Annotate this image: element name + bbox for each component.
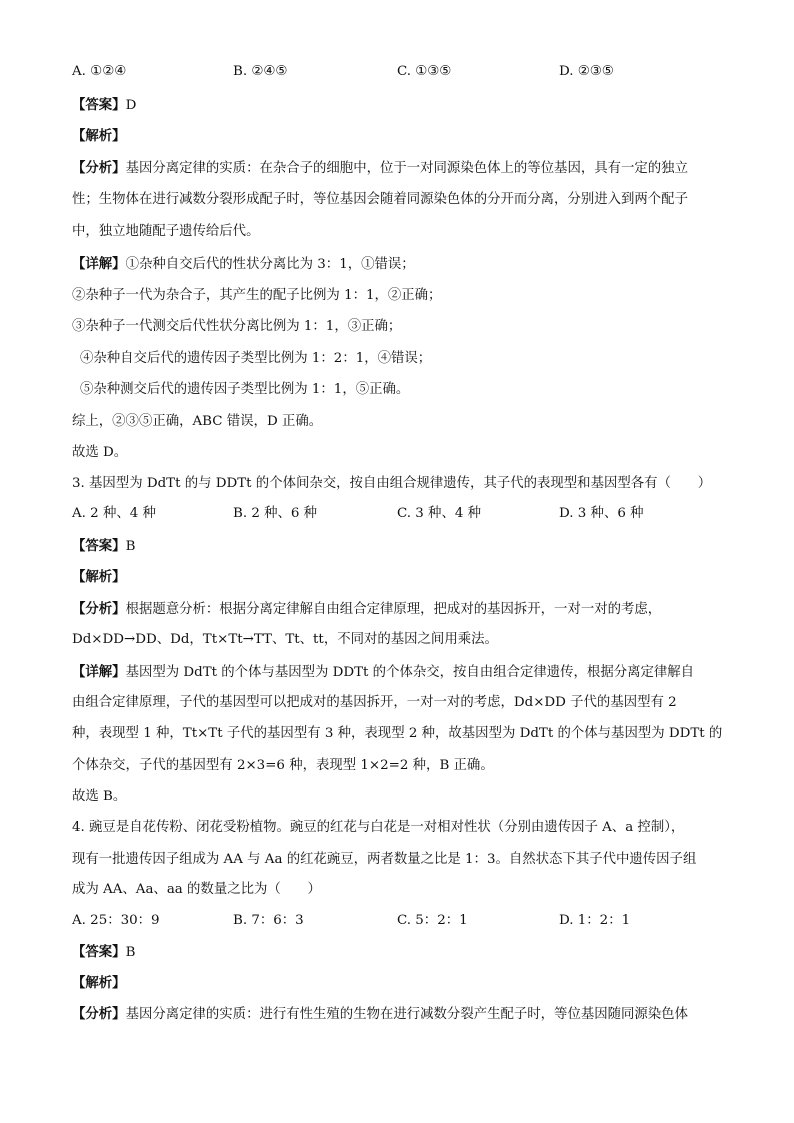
q3-analysis-line-2: Dd×DD→DD、Dd，Tt×Tt→TT、Tt、tt，不同对的基因之间用乘法。 <box>72 632 498 647</box>
q2-jiexi-heading: 【解析】 <box>72 128 126 144</box>
q2-detail-line-2: ②杂种子一代为杂合子，其产生的配子比例为 1：1，②正确； <box>72 288 442 303</box>
q3-analysis-line-1: 【分析】根据题意分析：根据分离定律解自由组合定律原理，把成对的基因拆开，一对一对的考虑， <box>72 601 662 617</box>
q2-detail-line-1: 【详解】①杂种自交后代的性状分离比为 3：1，①错误； <box>72 256 415 272</box>
q4-option-c: C. 5：2：1 <box>397 913 468 928</box>
q3-detail-line-1: 【详解】基因型为 DdTt 的个体与基因型为 DDTt 的个体杂交，按自由组合定律遗传，根据分离定律解自 <box>72 664 695 680</box>
detail-tag: 【详解】 <box>72 256 126 272</box>
q4-stem-line-1: 4. 豌豆是自花传粉、闭花受粉植物。豌豆的红花与白花是一对相对性状（分别由遗传因子 A、a 控制）， <box>72 820 685 835</box>
q3-option-b: B. 2 种、6 种 <box>233 506 318 521</box>
q4-option-b: B. 7：6：3 <box>233 913 304 928</box>
q3-option-c: C. 3 种、4 种 <box>397 506 482 521</box>
q2-conclusion: 综上，②③⑤正确，ABC 错误，D 正确。 <box>72 414 323 429</box>
analysis-tag: 【分析】 <box>72 601 126 617</box>
analysis-tag: 【分析】 <box>72 160 126 176</box>
q2-analysis-line-1: 【分析】基因分离定律的实质：在杂合子的细胞中，位于一对同源染色体上的等位基因，具有一定的独立 <box>72 160 688 176</box>
q2-answer <box>72 95 136 116</box>
q3-option-d: D. 3 种、6 种 <box>559 506 644 521</box>
q2-choice: 故选 D。 <box>72 445 128 460</box>
detail-tag: 【详解】 <box>72 664 126 680</box>
q2-option-d: D. ②③⑤ <box>559 64 614 79</box>
q3-stem: 3. 基因型为 DdTt 的与 DDTt 的个体间杂交，按自由组合规律遗传，其子代的表现型和基因型各有（ ） <box>72 476 712 491</box>
q4-answer <box>72 942 135 963</box>
q3-detail-line-4: 个体杂交，子代的基因型有 2×3=6 种，表现型 1×2=2 种，B 正确。 <box>72 758 494 773</box>
q2-detail-line-3: ③杂种子一代测交后代性状分离比例为 1：1，③正确； <box>72 319 402 334</box>
answer-value: D <box>125 98 137 113</box>
q3-choice: 故选 B。 <box>72 789 127 804</box>
q2-analysis-line-3: 中，独立地随配子遗传给后代。 <box>72 224 260 239</box>
q3-detail-line-2: 由组合定律原理，子代的基因型可以把成对的基因拆开，一对一对的考虑，Dd×DD 子代的基因型有 2 <box>72 695 677 710</box>
answer-value: B <box>125 945 136 960</box>
q4-jiexi-heading: 【解析】 <box>72 975 126 991</box>
q4-stem-line-3: 成为 AA、Aa、aa 的数量之比为（ ） <box>72 882 321 897</box>
answer-value: B <box>125 539 136 554</box>
q2-detail-line-5: ⑤杂种测交后代的遗传因子类型比例为 1：1，⑤正确。 <box>80 382 410 397</box>
q2-option-b: B. ②④⑤ <box>233 64 288 79</box>
q4-option-d: D. 1：2：1 <box>559 913 631 928</box>
q4-analysis-line-1: 【分析】基因分离定律的实质：进行有性生殖的生物在进行减数分裂产生配子时，等位基因随同源染色体 <box>72 1006 688 1022</box>
q3-options <box>72 504 722 524</box>
q3-jiexi-heading: 【解析】 <box>72 569 126 585</box>
q2-analysis-line-2: 性；生物体在进行减数分裂形成配子时，等位基因会随着同源染色体的分开而分离，分别进入到两个配子 <box>72 192 688 207</box>
q2-detail-line-4: ④杂种自交后代的遗传因子类型比例为 1：2：1，④错误； <box>80 351 432 366</box>
answer-tag: 【答案】 <box>72 97 126 113</box>
q3-detail-line-3: 种，表现型 1 种，Tt×Tt 子代的基因型有 3 种，表现型 2 种，故基因型为 DdTt 的个体与基因型为 DDTt 的 <box>72 726 723 741</box>
q2-option-c: C. ①③⑤ <box>397 64 452 79</box>
q3-option-a: A. 2 种、4 种 <box>72 506 156 521</box>
q4-stem-line-2: 现有一批遗传因子组成为 AA 与 Aa 的红花豌豆，两者数量之比是 1：3。自然状态下其子代中遗传因子组 <box>72 852 697 867</box>
answer-tag: 【答案】 <box>72 538 126 554</box>
answer-tag: 【答案】 <box>72 944 126 960</box>
q2-options <box>72 62 722 82</box>
q4-options <box>72 911 722 931</box>
q4-option-a: A. 25：30：9 <box>72 913 160 928</box>
q2-option-a: A. ①②④ <box>72 64 127 79</box>
q3-answer <box>72 536 135 557</box>
analysis-tag: 【分析】 <box>72 1006 126 1022</box>
